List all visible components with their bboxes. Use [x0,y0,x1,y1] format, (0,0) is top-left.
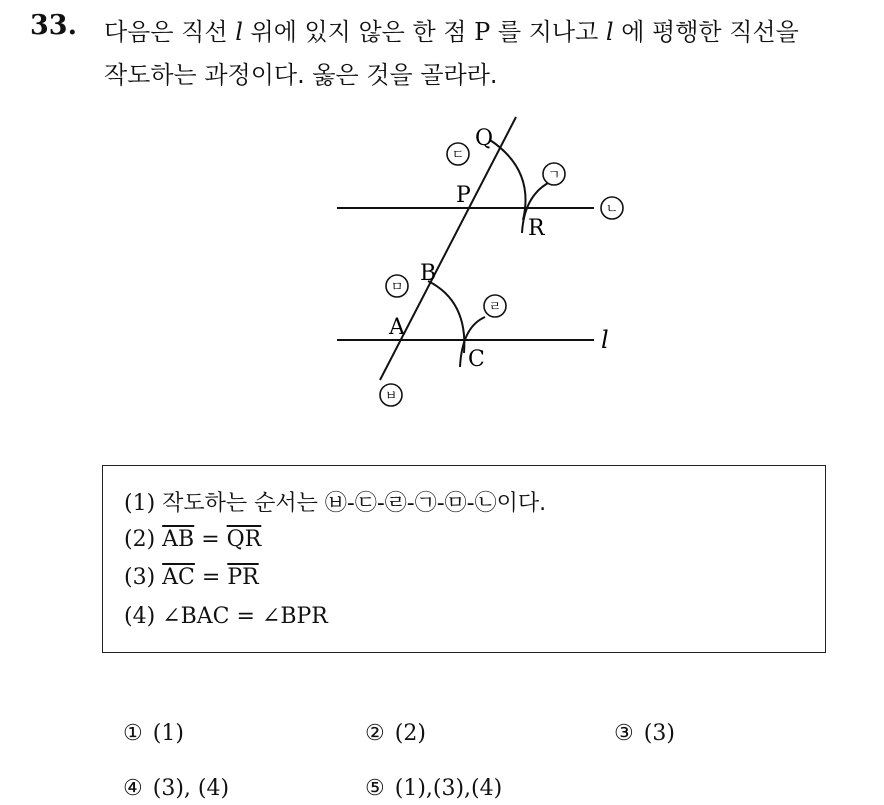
statement-number: (2) [124,527,163,552]
choice-4[interactable] [123,776,229,801]
label-l: l [601,326,609,354]
step-mark-nieun [601,197,623,219]
label-b: B [420,261,437,286]
svg-text:ㄴ: ㄴ [605,202,619,217]
choice-1[interactable] [123,721,184,746]
stem-text: 에 평행한 직선을 [613,18,799,46]
question-stem-line-1 [104,12,799,47]
svg-text:ㄹ: ㄹ [488,300,502,315]
choice-5[interactable] [365,776,502,801]
label-a: A [389,315,405,340]
equals-sign: = [194,565,228,590]
choice-text: (1) [152,721,184,746]
step-mark-giyeok [543,163,565,185]
stem-text: 다음은 직선 [104,18,236,46]
choice-3[interactable] [614,721,675,746]
choice-marker: ④ [123,776,143,801]
question-number: 33. [30,10,77,41]
choice-marker: ① [123,721,143,746]
choice-text: (3) [643,721,675,746]
statement-3 [124,565,259,590]
svg-text:ㅁ: ㅁ [390,280,404,295]
segment-ab: $\overline{AB}$ [162,527,195,552]
label-c: C [468,347,485,372]
label-q: Q [475,126,494,151]
statement-number: (1) [124,491,163,516]
choice-text: (2) [394,721,426,746]
step-mark-rieul [484,295,506,317]
svg-text:ㄱ: ㄱ [547,168,561,183]
choice-marker: ② [365,721,385,746]
line-symbol: l [235,18,243,46]
stem-text: 위에 있지 않은 한 점 [242,18,475,46]
step-mark-mieum [386,275,408,297]
choice-marker: ③ [614,721,634,746]
label-r: R [528,216,545,241]
statement-text: 작도하는 순서는 ㉥-㉢-㉣-㉠-㉤-㉡이다. [162,491,547,516]
svg-text:ㅂ: ㅂ [384,389,398,404]
statement-2 [124,527,261,552]
equals-sign: = [194,527,227,552]
statement-number: (3) [124,565,163,590]
line-symbol: l [605,18,614,46]
statement-1 [124,486,546,517]
choice-2[interactable] [365,721,426,746]
question-stem-line-2: 작도하는 과정이다. 옳은 것을 골라라. [104,61,498,89]
point-symbol: P [474,18,491,46]
construction-figure [320,105,640,415]
choice-text: (3), (4) [152,776,230,801]
svg-text:ㄷ: ㄷ [451,148,465,163]
label-p: P [456,183,471,208]
segment-pr: $\overline{PR}$ [227,565,259,590]
arc-bc [428,281,464,353]
choice-marker: ⑤ [365,776,385,801]
step-mark-bieup [380,384,402,406]
choice-text: (1),(3),(4) [394,776,503,801]
step-mark-digeut [447,143,469,165]
stem-text: 를 지나고 [490,18,606,46]
statement-4: (4) ∠BAC = ∠BPR [124,604,328,629]
segment-ac: $\overline{AC}$ [162,565,195,590]
segment-qr: $\overline{QR}$ [226,527,262,552]
